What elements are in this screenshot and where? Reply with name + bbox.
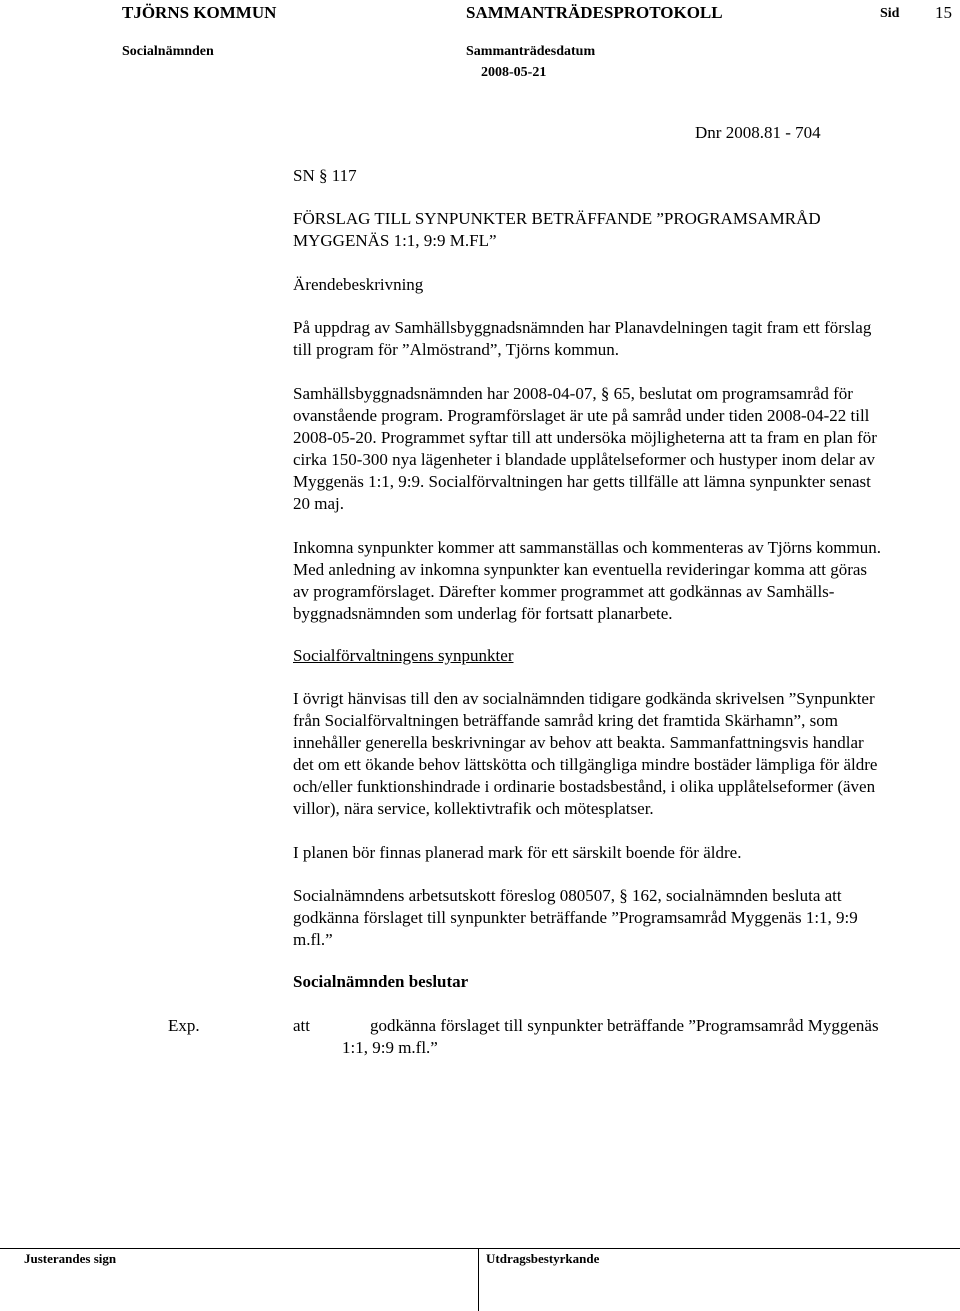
footer-utdrag: Utdragsbestyrkande bbox=[486, 1251, 600, 1266]
page-number: 15 bbox=[935, 3, 952, 22]
paragraph-line: godkänna förslaget till synpunkter beträffande ”Programsamråd Myggenäs 1:1, 9:9 bbox=[293, 908, 858, 927]
case-title-line: MYGGENÄS 1:1, 9:9 M.FL” bbox=[293, 231, 497, 250]
paragraph-line: ovanstående program. Programförslaget är ute på samråd under tiden 2008-04-22 till bbox=[293, 406, 870, 425]
decision-line: godkänna förslaget till synpunkter beträffande ”Programsamråd Myggenäs bbox=[370, 1016, 879, 1035]
decision-att: att bbox=[293, 1016, 310, 1035]
paragraph-3 bbox=[293, 537, 948, 625]
municipality-name: TJÖRNS KOMMUN bbox=[122, 3, 277, 22]
case-title bbox=[293, 208, 948, 252]
page-label: Sid bbox=[880, 6, 900, 21]
paragraph-2 bbox=[293, 383, 948, 515]
paragraph-line: villor), nära service, kollektivtrafik och mötesplatser. bbox=[293, 799, 654, 818]
decision-line: 1:1, 9:9 m.fl.” bbox=[342, 1038, 438, 1057]
paragraph-line: Med anledning av inkomna synpunkter kan eventuella revideringar komma att göras bbox=[293, 560, 868, 579]
paragraph-line: till program för ”Almöstrand”, Tjörns kommun. bbox=[293, 340, 619, 359]
case-dnr: Dnr 2008.81 - 704 bbox=[695, 123, 821, 142]
meeting-date: 2008-05-21 bbox=[481, 65, 547, 80]
paragraph-line: Samhällsbyggnadsnämnden har 2008-04-07, § 65, beslutat om programsamråd för bbox=[293, 384, 853, 403]
footer-column-divider bbox=[478, 1248, 479, 1311]
paragraph-line: 2008-05-20. Programmet syftar till att undersöka möjligheterna att ta fram en plan för bbox=[293, 428, 877, 447]
decision-text bbox=[342, 1015, 879, 1059]
synpunkter-heading: Socialförvaltningens synpunkter bbox=[293, 646, 514, 665]
decision-exp: Exp. bbox=[168, 1016, 200, 1035]
paragraph-line: Myggenäs 1:1, 9:9. Socialförvaltningen har getts tillfälle att lämna synpunkter senast bbox=[293, 472, 871, 491]
paragraph-line: cirka 150-300 nya lägenheter i blandade upplåtelseformer och hustyper inom delar av bbox=[293, 450, 876, 469]
paragraph-line: 20 maj. bbox=[293, 494, 344, 513]
paragraph-line: På uppdrag av Samhällsbyggnadsnämnden har Planavdelningen tagit fram ett förslag bbox=[293, 318, 872, 337]
sn-number: SN § 117 bbox=[293, 166, 357, 185]
paragraph-4 bbox=[293, 688, 948, 820]
paragraph-line: Socialnämndens arbetsutskott föreslog 080507, § 162, socialnämnden besluta att bbox=[293, 886, 842, 905]
protocol-title: SAMMANTRÄDESPROTOKOLL bbox=[466, 3, 723, 22]
paragraph-line: Inkomna synpunkter kommer att sammanställas och kommenteras av Tjörns kommun. bbox=[293, 538, 881, 557]
footer-justerandes: Justerandes sign bbox=[24, 1251, 117, 1266]
footer-divider bbox=[0, 1248, 960, 1249]
paragraph-line: byggnadsnämnden som underlag för fortsatt planarbete. bbox=[293, 604, 673, 623]
paragraph-6 bbox=[293, 885, 948, 951]
paragraph-line: I övrigt hänvisas till den av socialnämnden tidigare godkända skrivelsen ”Synpunkter bbox=[293, 689, 875, 708]
case-title-line: FÖRSLAG TILL SYNPUNKTER BETRÄFFANDE ”PROGRAMSAMRÅD bbox=[293, 209, 821, 228]
paragraph-1 bbox=[293, 317, 948, 361]
meeting-date-label: Sammanträdesdatum bbox=[466, 44, 596, 59]
paragraph-line: det om ett ökande behov lättskötta och tillgängliga mindre bostäder lämpliga för äldre bbox=[293, 755, 878, 774]
paragraph-line: av programförslaget. Därefter kommer programmet att godkännas av Samhälls- bbox=[293, 582, 835, 601]
paragraph-line: från Socialförvaltningen beträffande samråd kring det framtida Skärhamn”, som bbox=[293, 711, 838, 730]
paragraph-line: och/eller funktionshindrade i ordinarie bostadsbestånd, i olika upplåtelseformer (även bbox=[293, 777, 876, 796]
decision-heading: Socialnämnden beslutar bbox=[293, 972, 469, 991]
committee-name: Socialnämnden bbox=[122, 44, 214, 59]
paragraph-line: m.fl.” bbox=[293, 930, 333, 949]
paragraph-5: I planen bör finnas planerad mark för ett särskilt boende för äldre. bbox=[293, 843, 742, 862]
arendebeskrivning-heading: Ärendebeskrivning bbox=[293, 275, 424, 294]
paragraph-line: innehåller generella beskrivningar av behov att beakta. Sammanfattningsvis handlar bbox=[293, 733, 864, 752]
